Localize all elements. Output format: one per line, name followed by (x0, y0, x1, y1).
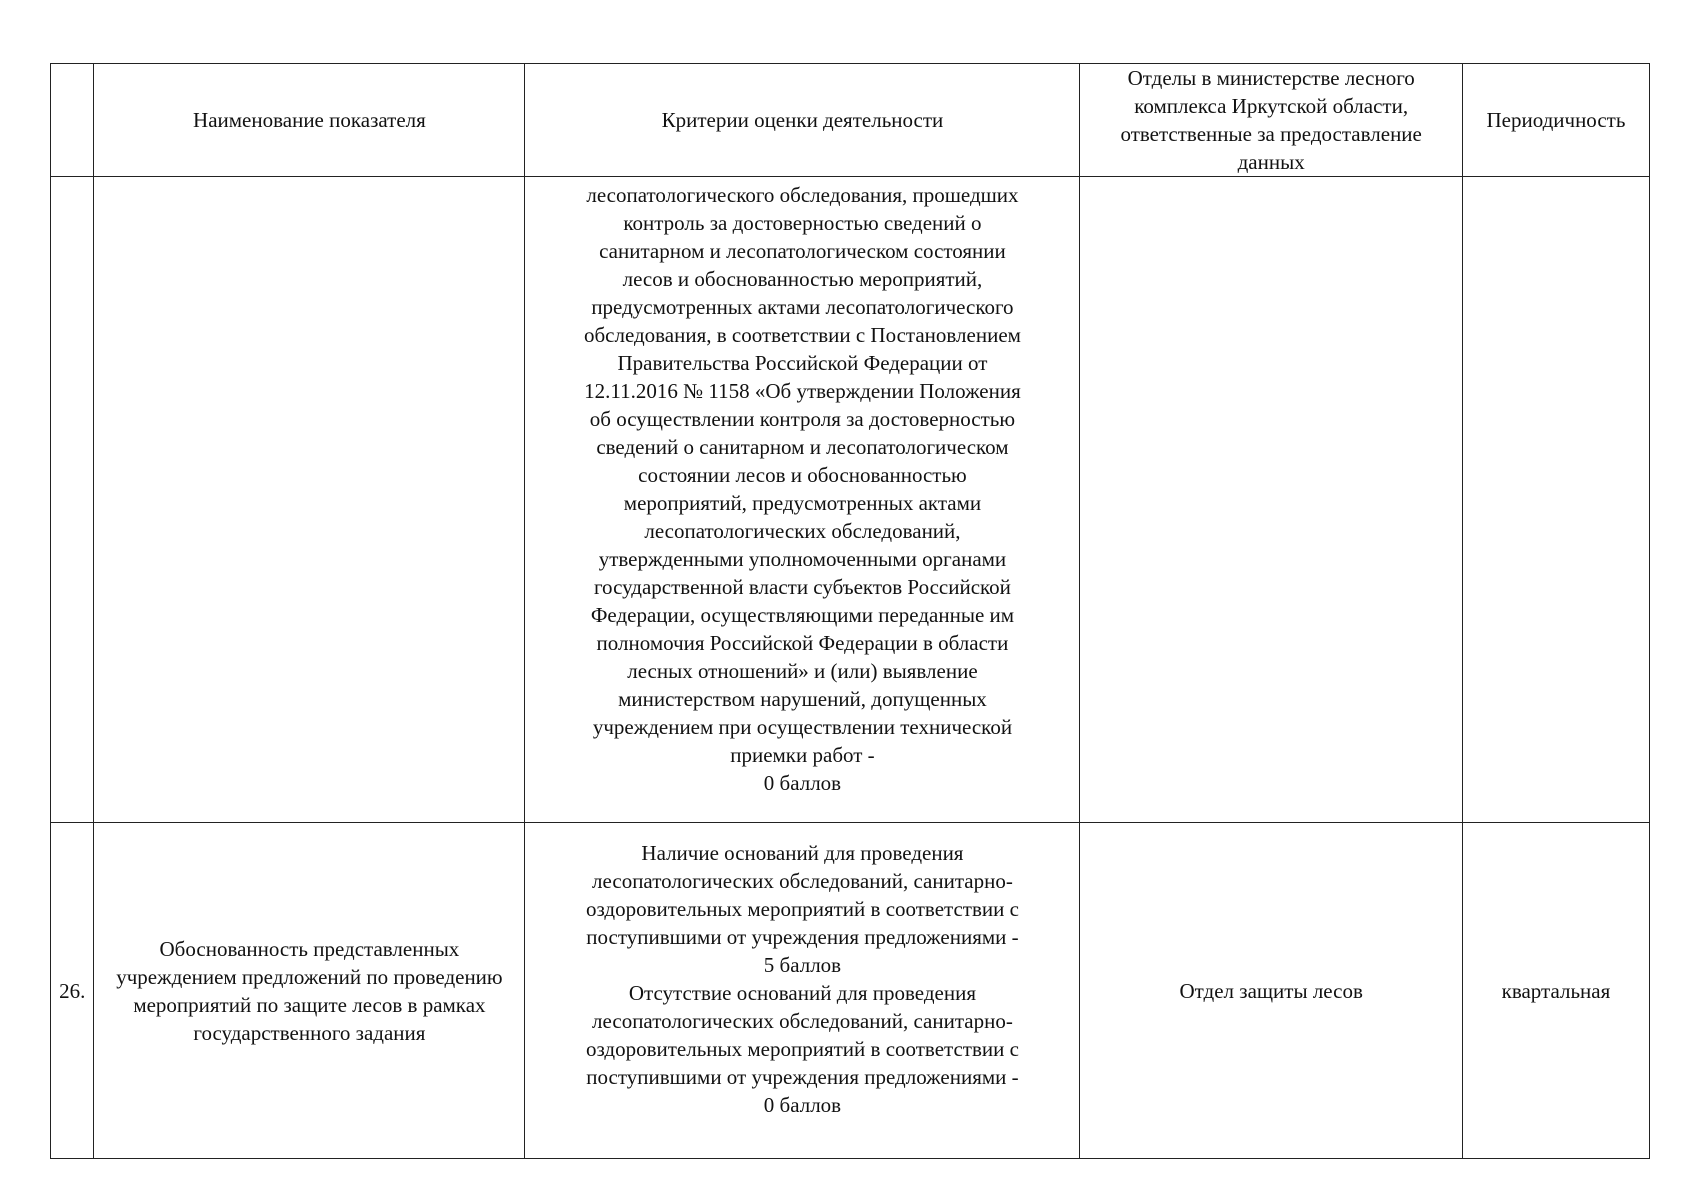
periodicity-cell: квартальная (1462, 823, 1649, 1159)
row-number-cell (51, 177, 94, 823)
criteria-cell (525, 823, 1080, 1159)
periodicity-cell (1462, 177, 1649, 823)
criteria-table (50, 63, 1650, 1159)
criteria-text: Наличие оснований для проведения лесопатологических обследований, санитарно- оздоровительных мероприятий в соответствии с поступившими от учреждения предложениями - 5 баллов Отсутствие оснований для проведения лесопатологических обследований, санитарно- оздоровительных мероприятий в соответствии с поступившими от учреждения предложениями - 0 баллов (585, 841, 1019, 1118)
table-row (51, 823, 1650, 1159)
department-cell (1080, 177, 1462, 823)
criteria-text: лесопатологического обследования, прошедших контроль за достоверностью сведений о санитарном и лесопатологическом состоянии лесов и обоснованностью мероприятий, предусмотренных актами лесопатологического обследования, в соответствии с Постановлением Правительства Российской Федерации от 12.11.2016 № 1158 «Об утверждении Положения об осуществлении контроля за достоверностью сведений о санитарном и лесопатологическом состоянии лесов и обоснованностью мероприятий, предусмотренных актами лесопатологических обследований, утвержденными уполномоченными органами государственной власти субъектов Российской Федерации, осуществляющими переданные им полномочия Российской Федерации в области лесных отношений» и (или) выявление министерством нарушений, допущенных учреждением при осуществлении технической приемки работ - 0 баллов (583, 183, 1021, 796)
header-responsible-departments: Отделы в министерстве лесного комплекса Иркутской области, ответственные за предоставление данных (1080, 64, 1462, 177)
header-periodicity: Периодичность (1462, 64, 1649, 177)
header-evaluation-criteria: Критерии оценки деятельности (525, 64, 1080, 177)
indicator-name-cell: Обоснованность представленных учреждением предложений по проведению мероприятий по защите лесов в рамках государственного задания (94, 823, 525, 1159)
header-number (51, 64, 94, 177)
header-indicator-name: Наименование показателя (94, 64, 525, 177)
row-number-cell: 26. (51, 823, 94, 1159)
table-row (51, 177, 1650, 823)
criteria-cell (525, 177, 1080, 823)
department-cell: Отдел защиты лесов (1080, 823, 1462, 1159)
table-header-row (51, 64, 1650, 177)
indicator-name-cell (94, 177, 525, 823)
